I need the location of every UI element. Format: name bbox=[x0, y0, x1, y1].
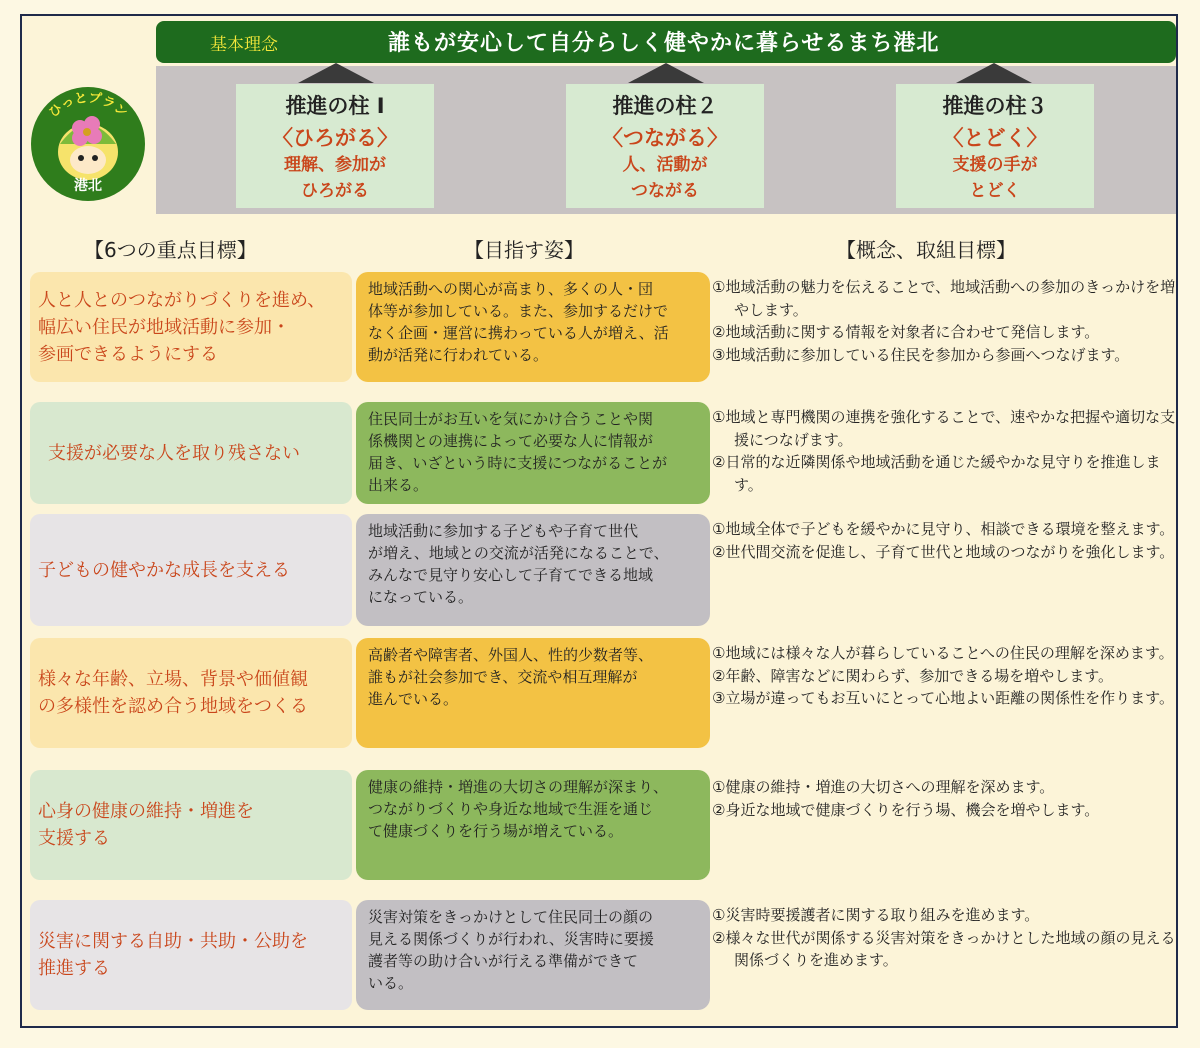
vision-row-6 bbox=[356, 900, 710, 1010]
vision-row-3 bbox=[356, 514, 710, 626]
pillar-title: 推進の柱２ bbox=[612, 94, 718, 118]
vision-line: 誰もが社会参加でき、交流や相互理解が bbox=[368, 668, 638, 686]
goal-row-2 bbox=[30, 402, 352, 504]
pillar-subtitle: 〈ひろがる〉 bbox=[272, 126, 398, 150]
concept-item: ②日常的な近隣関係や地域活動を通じた緩やかな見守りを推進します。 bbox=[712, 453, 1161, 494]
goal-line: 幅広い住民が地域活動に参加・ bbox=[38, 316, 290, 338]
concept-row-3 bbox=[712, 518, 1176, 563]
pillar-title: 推進の柱 I bbox=[285, 94, 385, 118]
goal-row-4 bbox=[30, 638, 352, 748]
vision-line: 災害対策をきっかけとして住民同士の顔の bbox=[368, 908, 654, 926]
basic-philosophy-banner bbox=[156, 21, 1176, 63]
vision-line: 地域活動への関心が高まり、多くの人・団 bbox=[368, 280, 654, 298]
concept-item: ③地域活動に参加している住民を参加から参画へつなげます。 bbox=[712, 345, 1130, 364]
vision-line: 届き、いざという時に支援につながることが bbox=[368, 454, 668, 472]
vision-line: 動が活発に行われている。 bbox=[368, 346, 549, 364]
vision-row-1 bbox=[356, 272, 710, 382]
goal-row-6 bbox=[30, 900, 352, 1010]
concept-item: ②様々な世代が関係する災害対策をきっかけとした地域の顔の見える関係づくりを進めます。 bbox=[712, 928, 1176, 969]
pillar-3-peak bbox=[956, 63, 1032, 83]
goal-line: の多様性を認め合う地域をつくる bbox=[38, 696, 308, 717]
goals-header: 【6つの重点目標】 bbox=[84, 238, 257, 262]
vision-line: 体等が参加している。また、参加するだけで bbox=[368, 302, 669, 320]
goal-line: 支援する bbox=[38, 828, 110, 849]
hitto-plan-logo bbox=[30, 86, 146, 202]
banner-label: 基本理念 bbox=[210, 35, 278, 55]
vision-line: つながりづくりや身近な地域で生涯を通じ bbox=[368, 800, 654, 818]
concept-item: ③立場が違ってもお互いにとって心地よい距離の関係性を作ります。 bbox=[712, 689, 1174, 707]
goal-line: 参画できるようにする bbox=[38, 343, 218, 365]
pillar-2 bbox=[566, 84, 764, 208]
vision-line: が増え、地域との交流が活発になることで、 bbox=[368, 544, 669, 562]
vision-line: いる。 bbox=[368, 974, 414, 992]
concept-row-6 bbox=[712, 904, 1176, 972]
concept-item: ②年齢、障害などに関わらず、参加できる場を増やします。 bbox=[712, 666, 1114, 685]
concept-row-5 bbox=[712, 776, 1176, 821]
concept-item: ①地域全体で子どもを緩やかに見守り、相談できる環境を整えます。 bbox=[712, 520, 1175, 538]
banner-title: 誰もが安心して自分らしく健やかに暮らせるまち港北 bbox=[388, 31, 940, 56]
vision-row-2 bbox=[356, 402, 710, 504]
pillar-title: 推進の柱３ bbox=[942, 94, 1048, 118]
concept-row-4 bbox=[712, 642, 1176, 710]
concept-item: ②世代間交流を促進し、子育て世代と地域のつながりを強化します。 bbox=[712, 542, 1175, 561]
vision-line: なく企画・運営に携わっている人が増え、活 bbox=[368, 324, 669, 342]
logo-top-text: ひっとプラン bbox=[46, 90, 130, 121]
vision-line: 見える関係づくりが行われ、災害時に要援 bbox=[368, 930, 654, 948]
vision-line: 健康の維持・増進の大切さの理解が深まり、 bbox=[368, 778, 669, 796]
concept-item: ②地域活動に関する情報を対象者に合わせて発信します。 bbox=[712, 323, 1100, 341]
pillar-desc-line2: ひろがる bbox=[301, 181, 369, 201]
vision-row-4 bbox=[356, 638, 710, 748]
concept-item: ①地域活動の魅力を伝えることで、地域活動への参加のきっかけを増やします。 bbox=[712, 278, 1176, 319]
pillar-3 bbox=[896, 84, 1094, 208]
vision-line: 住民同士がお互いを気にかけ合うことや関 bbox=[368, 410, 654, 428]
vision-line: 出来る。 bbox=[368, 476, 429, 494]
goal-line: 様々な年齢、立場、背景や価値観 bbox=[38, 669, 308, 690]
concept-item: ②身近な地域で健康づくりを行う場、機会を増やします。 bbox=[712, 800, 1100, 819]
pillar-1-peak bbox=[298, 63, 374, 83]
vision-line: みんなで見守り安心して子育てできる地域 bbox=[368, 566, 654, 584]
pillar-1 bbox=[236, 84, 434, 208]
goal-row-5 bbox=[30, 770, 352, 880]
concept-item: ①健康の維持・増進の大切さへの理解を深めます。 bbox=[712, 778, 1055, 796]
pillar-desc-line1: 理解、参加が bbox=[284, 155, 386, 175]
concept-header: 【概念、取組目標】 bbox=[836, 238, 1016, 262]
vision-line: て健康づくりを行う場が増えている。 bbox=[368, 822, 624, 840]
vision-line: 進んでいる。 bbox=[368, 690, 459, 708]
concept-row-2 bbox=[712, 406, 1176, 496]
concept-item: ①地域には様々な人が暮らしていることへの住民の理解を深めます。 bbox=[712, 644, 1174, 662]
pillar-subtitle: 〈つながる〉 bbox=[602, 126, 728, 150]
vision-line: 地域活動に参加する子どもや子育て世代 bbox=[368, 522, 639, 540]
pillar-desc-line1: 支援の手が bbox=[952, 155, 1038, 175]
goal-row-1 bbox=[30, 272, 352, 382]
concept-item: ①災害時要援護者に関する取り組みを進めます。 bbox=[712, 906, 1040, 924]
goal-line: 推進する bbox=[38, 958, 110, 979]
goal-line: 心身の健康の維持・増進を bbox=[38, 801, 254, 822]
goal-line: 災害に関する自助・共助・公助を bbox=[38, 931, 308, 952]
vision-line: 高齢者や障害者、外国人、性的少数者等、 bbox=[368, 646, 654, 664]
pillar-2-peak bbox=[628, 63, 704, 83]
vision-row-5 bbox=[356, 770, 710, 880]
vision-line: 護者等の助け合いが行える準備ができて bbox=[368, 952, 639, 970]
pillar-subtitle: 〈とどく〉 bbox=[942, 126, 1048, 150]
goal-line: 人と人とのつながりづくりを進め、 bbox=[38, 289, 326, 311]
pillar-desc-line2: つながる bbox=[631, 181, 699, 201]
vision-line: 係機関との連携によって必要な人に情報が bbox=[368, 432, 654, 450]
vision-header: 【目指す姿】 bbox=[464, 238, 584, 262]
logo-bottom-text: 港北 bbox=[74, 178, 102, 194]
pillar-desc-line1: 人、活動が bbox=[622, 155, 708, 175]
goal-line: 子どもの健やかな成長を支える bbox=[38, 559, 290, 581]
pillar-desc-line2: とどく bbox=[969, 181, 1021, 201]
concept-item: ①地域と専門機関の連携を強化することで、速やかな把握や適切な支援につなげます。 bbox=[712, 408, 1176, 449]
goal-row-3 bbox=[30, 514, 352, 626]
concept-row-1 bbox=[712, 276, 1176, 366]
vision-line: になっている。 bbox=[368, 588, 474, 606]
goal-line: 支援が必要な人を取り残さない bbox=[48, 442, 300, 464]
